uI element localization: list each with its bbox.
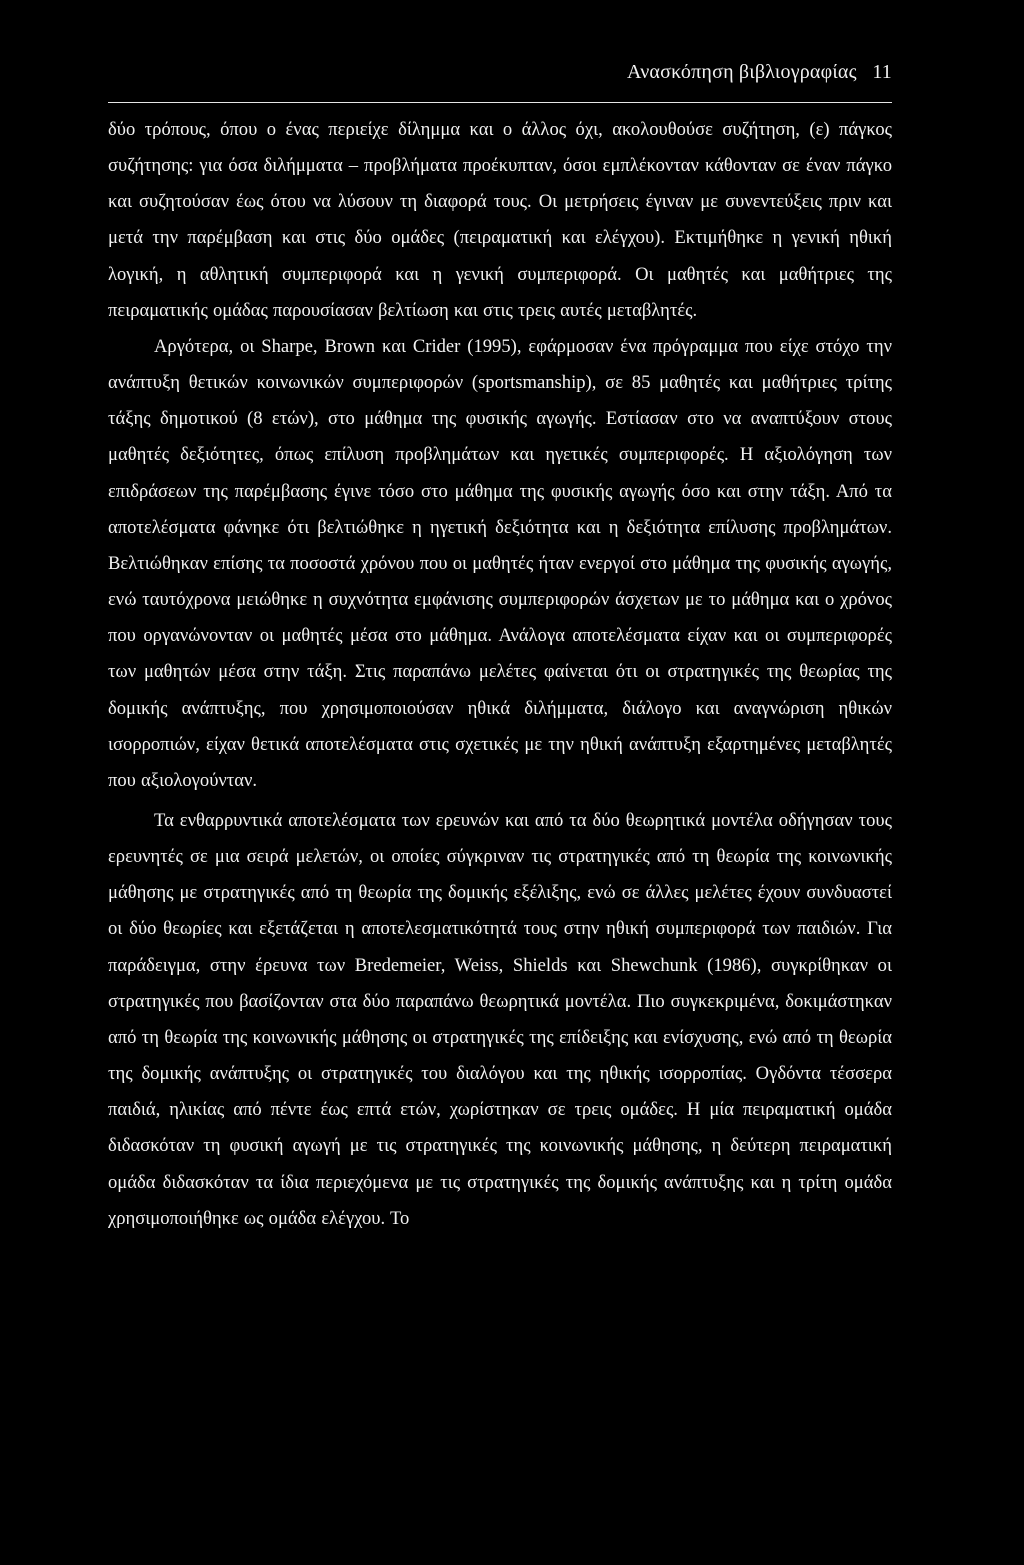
document-page (108, 0, 892, 1565)
page-number: 11 (872, 61, 892, 83)
body-text (108, 112, 892, 1237)
header-rule (108, 102, 892, 103)
paragraph-sharpe-study: Αργότερα, οι Sharpe, Brown και Crider (1995), εφάρμοσαν ένα πρόγραμμα που είχε στόχο την ανάπτυξη θετικών κοινωνικών συμπεριφορών (sportsmanship), σε 85 μαθητές και μαθήτριες τρίτης τάξης δημοτικού (8 ετών), στο μάθημα της φυσικής αγωγής. Εστίασαν στο να αναπτύξουν στους μαθητές δεξιότητες, όπως επίλυση προβλημάτων και ηγετικές συμπεριφορές. Η αξιολόγηση των επιδράσεων της παρέμβασης έγινε τόσο στο μάθημα της φυσικής αγωγής όσο και στην τάξη. Από τα αποτελέσματα φάνηκε ότι βελτιώθηκε η ηγετική δεξιότητα και η δεξιότητα επίλυσης προβλημάτων. Βελτιώθηκαν επίσης τα ποσοστά χρόνου που οι μαθητές ήταν ενεργοί στο μάθημα της φυσικής αγωγής, ενώ ταυτόχρονα μειώθηκε η συχνότητα εμφάνισης συμπεριφορών άσχετων με το μάθημα και ο χρόνος που οργανώνονταν οι μαθητές μέσα στο μάθημα. Ανάλογα αποτελέσματα είχαν και οι συμπεριφορές των μαθητών μέσα στην τάξη. Στις παραπάνω μελέτες φαίνεται ότι οι στρατηγικές της θεωρίας της δομικής ανάπτυξης, που χρησιμοποιούσαν ηθικά διλήμματα, διάλογο και αναγνώριση ηθικών ισορροπιών, είχαν θετικά αποτελέσματα στις σχετικές με την ηθική ανάπτυξη εξαρτημένες μεταβλητές που αξιολογούνταν. (108, 335, 892, 791)
paragraph-comparison-studies: Τα ενθαρρυντικά αποτελέσματα των ερευνών και από τα δύο θεωρητικά μοντέλα οδήγησαν τους ερευνητές σε μια σειρά μελετών, οι οποίες σύγκριναν τις στρατηγικές από τη θεωρία της κοινωνικής μάθησης με στρατηγικές από τη θεωρία της δομικής εξέλιξης, ενώ σε άλλες μελέτες έχουν συνδυαστεί οι δύο θεωρίες και εξετάζεται η αποτελεσματικότητά τους στην ηθική συμπεριφορά των παιδιών. Για παράδειγμα, στην έρευνα των Bredemeier, Weiss, Shields και Shewchunk (1986), συγκρίθηκαν οι στρατηγικές που βασίζονταν στα δύο παραπάνω θεωρητικά μοντέλα. Πιο συγκεκριμένα, δοκιμάστηκαν από τη θεωρία της κοινωνικής μάθησης οι στρατηγικές της επίδειξης και ενίσχυσης, ενώ από τη θεωρία της δομικής ανάπτυξης οι στρατηγικές του διαλόγου και της ηθικής ισορροπίας. Ογδόντα τέσσερα παιδιά, ηλικίας από πέντε έως επτά ετών, χωρίστηκαν σε τρεις ομάδες. Η μία πειραματική ομάδα διδασκόταν τη φυσική αγωγή με τις στρατηγικές της κοινωνικής μάθησης, η δεύτερη πειραματική ομάδα διδασκόταν τα ίδια περιεχόμενα με τις στρατηγικές της δομικής ανάπτυξης και η τρίτη ομάδα χρησιμοποιήθηκε ως ομάδα ελέγχου. Το (108, 809, 892, 1229)
paragraph-continued: δύο τρόπους, όπου ο ένας περιείχε δίλημμα και ο άλλος όχι, ακολουθούσε συζήτηση, (ε) πάγκος συζήτησης: για όσα διλήμματα – προβλήματα προέκυπταν, όσοι εμπλέκονταν κάθονταν σε έναν πάγκο και συζητούσαν έως ότου να λύσουν τη διαφορά τους. Οι μετρήσεις έγιναν με συνεντεύξεις πριν και μετά την παρέμβαση και στις δύο ομάδες (πειραματική και ελέγχου). Εκτιμήθηκε η γενική ηθική λογική, η αθλητική συμπεριφορά και η γενική συμπεριφορά. Οι μαθητές και μαθήτριες της πειραματικής ομάδας παρουσίασαν βελτίωση και στις τρεις αυτές μεταβλητές. (108, 119, 892, 321)
running-header (108, 58, 892, 86)
running-title: Ανασκόπηση βιβλιογραφίας (627, 61, 857, 83)
